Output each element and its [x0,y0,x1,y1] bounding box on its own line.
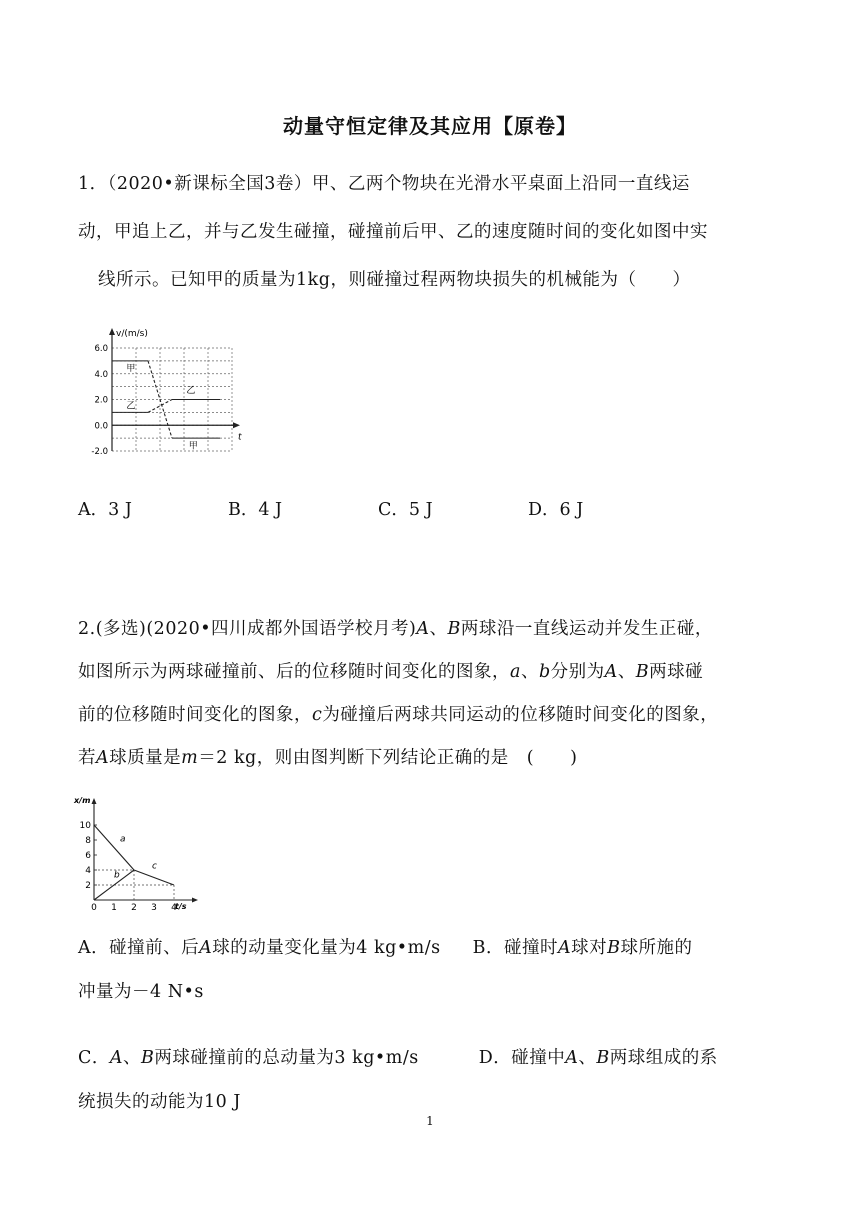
var-A: A [565,1048,579,1068]
page-title: 动量守恒定律及其应用【原卷】 [283,114,577,138]
q2-text: 球质量是 [109,748,182,768]
var-A: A [604,662,618,682]
q2-option-d[interactable] [479,1048,718,1068]
series-label-yi: 乙 [126,401,136,412]
x-axis-label: t [238,432,242,443]
y-tick-label: 2 [85,881,91,891]
q2-text: 两球沿一直线运动并发生正碰， [460,619,713,639]
q1-line-3: 线所示。已知甲的质量为1kg，则碰撞过程两物块损失的机械能为（ ） [98,270,691,290]
var-m: m [181,748,199,768]
var-B: B [607,938,621,958]
q2-line-3 [78,694,788,737]
q2-text: ＝2 kg，则由图判断下列结论正确的是 ( ) [198,748,578,768]
q1-line-2: 动，甲追上乙，并与乙发生碰撞，碰撞前后甲、乙的速度随时间的变化如图中实 [78,222,708,242]
var-b: b [538,662,551,682]
q2-text: 两球碰 [649,662,704,682]
opt-text: 球对 [571,938,608,958]
var-A: A [199,938,213,958]
x-tick-label: 4 [171,903,177,910]
sep: 、 [578,1048,597,1068]
q2-text: 若 [78,748,96,768]
opt-text: C． [78,1048,110,1068]
y-tick-label: 2.0 [94,395,108,406]
opt-text: A．碰撞前、后 [78,938,200,958]
series-a-line [94,825,134,870]
series-label-jia: 甲 [126,364,136,375]
series-label-b: b [114,870,120,881]
var-B: B [447,619,461,639]
sep: 、 [123,1048,142,1068]
q2-options-ab-line1 [78,926,798,970]
q2-option-c[interactable] [78,1048,419,1068]
opt-text: 球的动量变化量为4 kg•m/s [212,938,441,958]
y-tick-label: 0.0 [94,421,108,432]
y-axis-label: x/m [74,796,91,805]
question-1-text [78,160,788,304]
displacement-time-chart [72,794,204,910]
x-axis-arrow [192,898,198,903]
var-c: c [312,705,323,725]
y-tick-label: 4.0 [94,369,108,380]
x-axis-arrow [233,422,240,428]
q2-source: 2.(多选)(2020•四川成都外国语学校月考) [78,619,417,639]
x-axis-label: t/s [175,902,187,910]
var-B: B [141,1048,155,1068]
opt-text: 球所施的 [620,938,693,958]
q2-text: 如图所示为两球碰撞前、后的位移随时间变化的图象， [78,662,510,682]
y-tick-label: -2.0 [91,447,108,457]
sep: 、 [520,662,539,682]
q1-option-c[interactable]: C．5 J [378,500,433,520]
q2-option-b-line2: 冲量为－4 N•s [78,982,204,1002]
y-tick-label: 6 [85,851,91,861]
var-A: A [557,938,572,958]
q2-text: 分别为 [550,662,605,682]
var-A: A [96,748,110,768]
x-tick-label: 1 [111,903,117,910]
q2-text: 前的位移随时间变化的图象， [78,705,312,725]
q1-option-d[interactable]: D．6 J [528,500,584,520]
q2-option-a[interactable] [78,938,441,958]
var-B: B [596,1048,610,1068]
opt-text: 两球组成的系 [609,1048,718,1068]
q2-line-1 [78,608,788,651]
y-tick-label: 6.0 [94,344,108,354]
q2-options-cd [78,1036,798,1124]
y-axis-arrow [92,798,97,804]
opt-text: 两球碰撞前的总动量为3 kg•m/s [154,1048,419,1068]
series-label-yi-after: 乙 [186,386,196,397]
q1-options [78,496,678,521]
q1-option-a[interactable]: A．3 J [78,500,132,520]
var-A: A [416,619,430,639]
y-tick-label: 10 [79,821,91,831]
series-label-a: a [120,834,126,845]
series-label-c: c [152,861,157,872]
q2-line-2 [78,651,788,694]
series-c-line [134,870,174,885]
opt-text: B．碰撞时 [472,938,558,958]
q2-option-b[interactable] [473,938,693,958]
page-number: 1 [426,1114,434,1128]
var-a: a [510,662,521,682]
q2-options-cd-line1 [78,1036,798,1080]
q2-options-ab [78,926,798,1014]
var-A: A [109,1048,124,1068]
opt-text: D．碰撞中 [478,1048,566,1068]
sep: 、 [429,619,448,639]
x-tick-label: 0 [91,903,97,910]
question-2-text [78,608,788,780]
y-tick-label: 4 [85,866,91,876]
sep: 、 [617,662,636,682]
x-tick-label: 3 [151,903,157,910]
q2-line-4 [78,737,788,780]
y-tick-label: 8 [85,836,91,846]
q1-line-1: 1．（2020•新课标全国3卷）甲、乙两个物块在光滑水平桌面上沿同一直线运 [78,174,690,194]
x-tick-label: 2 [131,903,137,910]
y-axis-arrow [109,328,115,335]
velocity-time-chart [80,318,250,458]
q2-text: 为碰撞后两球共同运动的位移随时间变化的图象， [322,705,719,725]
var-B: B [635,662,650,682]
series-label-jia-after: 甲 [188,441,198,452]
q2-option-d-line2: 统损失的动能为10 J [78,1092,241,1112]
q1-option-b[interactable]: B．4 J [228,500,283,520]
y-axis-label: v/(m/s) [116,329,148,339]
